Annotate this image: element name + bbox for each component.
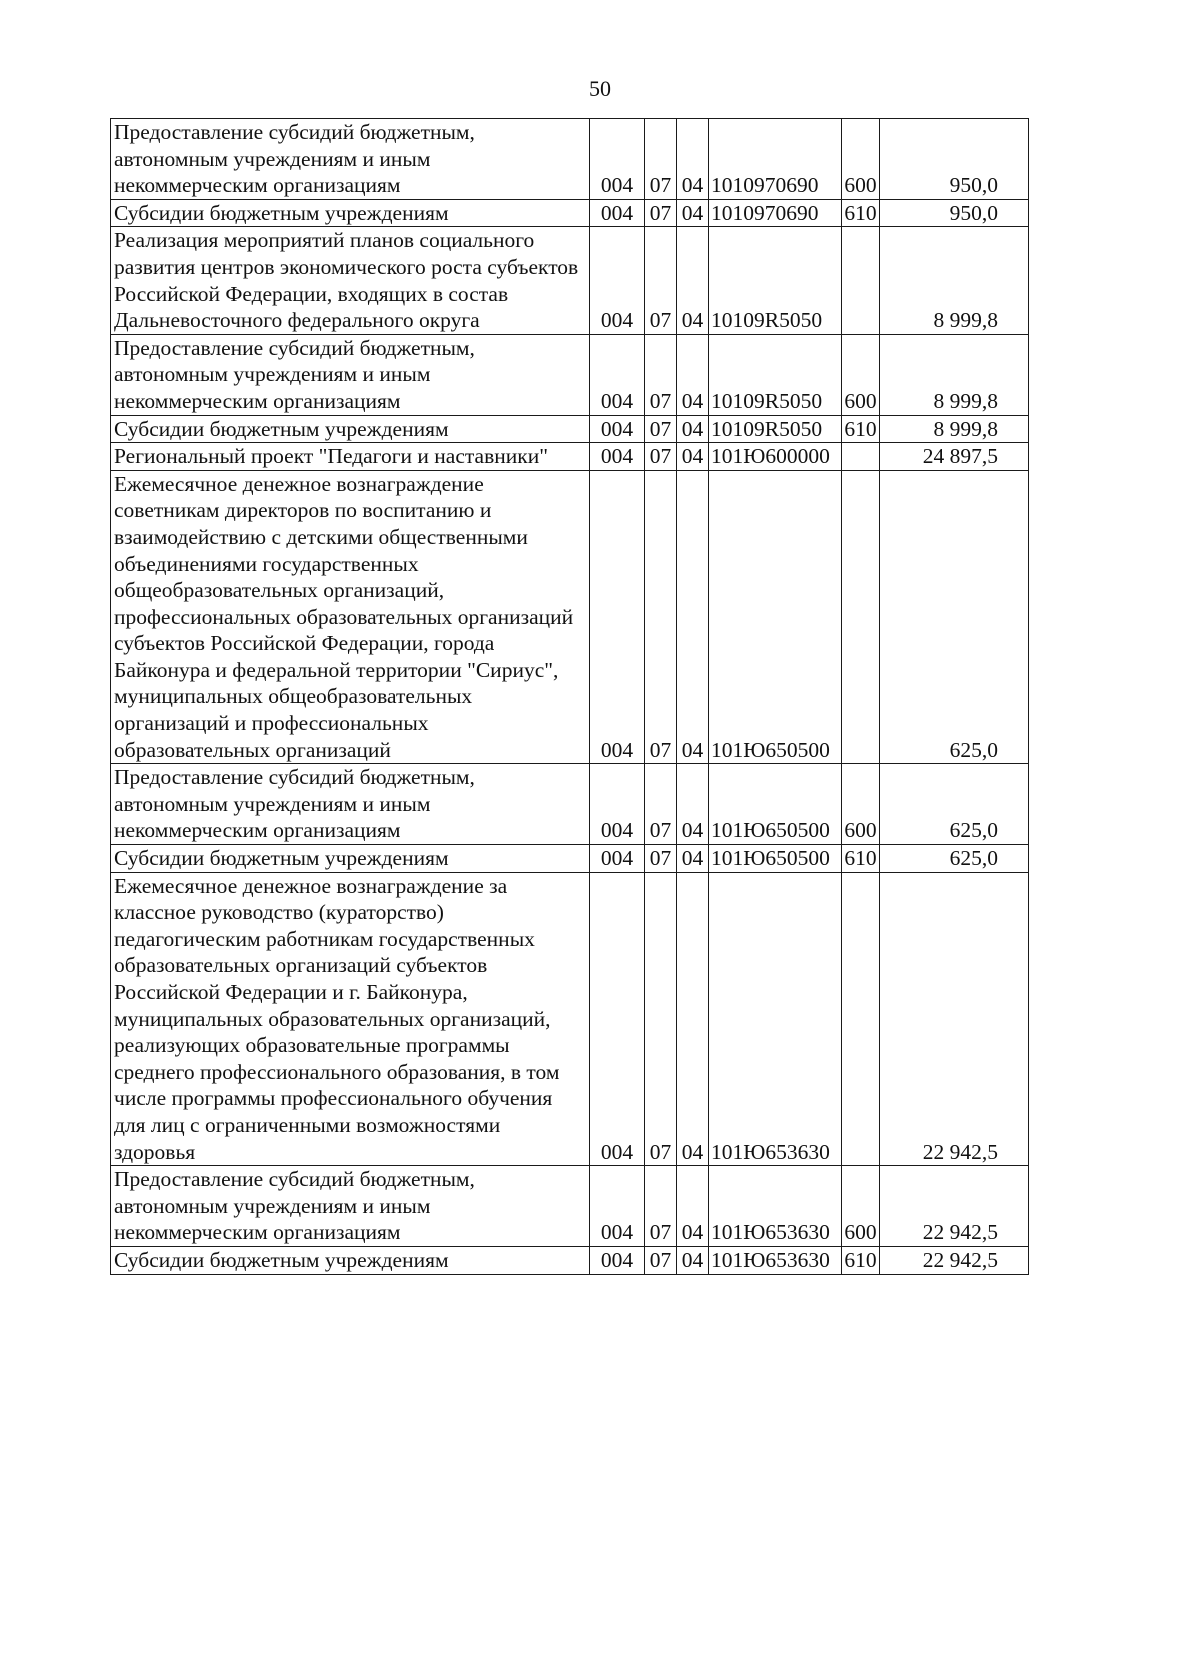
- row-section-code: 07: [645, 415, 677, 443]
- row-name: Ежемесячное денежное вознаграждение советникам директоров по воспитанию и взаимодействию с детскими общественными объединениями государственных общеобразовательных организаций, профессиональных образовательных организаций субъектов Российской Федерации, города Байконура и федеральной территории "Сириус", муниципальных общеобразовательных организаций и профессиональных образовательных организаций: [111, 470, 590, 764]
- row-target-code: 101Ю653630: [709, 872, 842, 1166]
- row-subsection-code: 04: [677, 119, 709, 200]
- row-grbs-code: 004: [590, 845, 645, 873]
- row-subsection-code: 04: [677, 415, 709, 443]
- row-subsection-code: 04: [677, 334, 709, 415]
- row-subsection-code: 04: [677, 227, 709, 334]
- row-expense-type-code: 600: [842, 119, 880, 200]
- row-section-code: 07: [645, 470, 677, 764]
- row-subsection-code: 04: [677, 443, 709, 471]
- row-grbs-code: 004: [590, 764, 645, 845]
- row-target-code: 1010970690: [709, 119, 842, 200]
- table-row: [111, 334, 1029, 415]
- row-subsection-code: 04: [677, 470, 709, 764]
- table-row: [111, 415, 1029, 443]
- row-subsection-code: 04: [677, 845, 709, 873]
- row-section-code: 07: [645, 334, 677, 415]
- row-amount: 22 942,5: [880, 1246, 1029, 1274]
- row-expense-type-code: [842, 227, 880, 334]
- row-expense-type-code: 600: [842, 334, 880, 415]
- row-grbs-code: 004: [590, 470, 645, 764]
- row-name: Предоставление субсидий бюджетным, автономным учреждениям и иным некоммерческим организациям: [111, 1166, 590, 1247]
- row-amount: 22 942,5: [880, 872, 1029, 1166]
- row-amount: 625,0: [880, 470, 1029, 764]
- row-name: Субсидии бюджетным учреждениям: [111, 199, 590, 227]
- row-target-code: 10109R5050: [709, 227, 842, 334]
- row-expense-type-code: 610: [842, 845, 880, 873]
- row-section-code: 07: [645, 1246, 677, 1274]
- row-target-code: 1010970690: [709, 199, 842, 227]
- row-expense-type-code: [842, 443, 880, 471]
- row-subsection-code: 04: [677, 199, 709, 227]
- table-row: [111, 1246, 1029, 1274]
- row-section-code: 07: [645, 199, 677, 227]
- row-name: Предоставление субсидий бюджетным, автономным учреждениям и иным некоммерческим организациям: [111, 119, 590, 200]
- row-name: Субсидии бюджетным учреждениям: [111, 1246, 590, 1274]
- row-name: Реализация мероприятий планов социального развития центров экономического роста субъектов Российской Федерации, входящих в состав Дальневосточного федерального округа: [111, 227, 590, 334]
- row-expense-type-code: 610: [842, 415, 880, 443]
- row-expense-type-code: [842, 470, 880, 764]
- row-amount: 950,0: [880, 199, 1029, 227]
- row-expense-type-code: [842, 872, 880, 1166]
- row-amount: 625,0: [880, 764, 1029, 845]
- row-subsection-code: 04: [677, 872, 709, 1166]
- row-grbs-code: 004: [590, 1246, 645, 1274]
- row-target-code: 101Ю653630: [709, 1166, 842, 1247]
- row-target-code: 101Ю653630: [709, 1246, 842, 1274]
- row-name: Региональный проект "Педагоги и наставники": [111, 443, 590, 471]
- row-amount: 8 999,8: [880, 227, 1029, 334]
- table-row: [111, 1166, 1029, 1247]
- row-amount: 950,0: [880, 119, 1029, 200]
- row-grbs-code: 004: [590, 443, 645, 471]
- row-target-code: 101Ю650500: [709, 845, 842, 873]
- row-target-code: 10109R5050: [709, 334, 842, 415]
- row-section-code: 07: [645, 443, 677, 471]
- row-target-code: 101Ю650500: [709, 470, 842, 764]
- row-section-code: 07: [645, 764, 677, 845]
- row-name: Субсидии бюджетным учреждениям: [111, 845, 590, 873]
- table-row: [111, 872, 1029, 1166]
- table-row: [111, 764, 1029, 845]
- row-grbs-code: 004: [590, 1166, 645, 1247]
- row-name: Предоставление субсидий бюджетным, автономным учреждениям и иным некоммерческим организациям: [111, 334, 590, 415]
- row-amount: 24 897,5: [880, 443, 1029, 471]
- row-section-code: 07: [645, 845, 677, 873]
- table-row: [111, 470, 1029, 764]
- row-grbs-code: 004: [590, 199, 645, 227]
- row-expense-type-code: 600: [842, 1166, 880, 1247]
- row-amount: 8 999,8: [880, 334, 1029, 415]
- row-amount: 8 999,8: [880, 415, 1029, 443]
- row-amount: 22 942,5: [880, 1166, 1029, 1247]
- row-subsection-code: 04: [677, 764, 709, 845]
- table-row: [111, 119, 1029, 200]
- row-section-code: 07: [645, 227, 677, 334]
- row-section-code: 07: [645, 119, 677, 200]
- row-grbs-code: 004: [590, 872, 645, 1166]
- row-name: Субсидии бюджетным учреждениям: [111, 415, 590, 443]
- row-grbs-code: 004: [590, 119, 645, 200]
- table-row: [111, 443, 1029, 471]
- row-subsection-code: 04: [677, 1166, 709, 1247]
- row-amount: 625,0: [880, 845, 1029, 873]
- table-row: [111, 199, 1029, 227]
- row-target-code: 101Ю650500: [709, 764, 842, 845]
- table-row: [111, 845, 1029, 873]
- row-section-code: 07: [645, 1166, 677, 1247]
- row-grbs-code: 004: [590, 415, 645, 443]
- row-target-code: 10109R5050: [709, 415, 842, 443]
- page-number: 50: [589, 76, 611, 101]
- row-name: Предоставление субсидий бюджетным, автономным учреждениям и иным некоммерческим организациям: [111, 764, 590, 845]
- row-expense-type-code: 600: [842, 764, 880, 845]
- row-section-code: 07: [645, 872, 677, 1166]
- budget-table: [110, 118, 1029, 1275]
- row-subsection-code: 04: [677, 1246, 709, 1274]
- row-target-code: 101Ю600000: [709, 443, 842, 471]
- row-expense-type-code: 610: [842, 1246, 880, 1274]
- row-grbs-code: 004: [590, 334, 645, 415]
- row-name: Ежемесячное денежное вознаграждение за классное руководство (кураторство) педагогическим работникам государственных образовательных организаций субъектов Российской Федерации и г. Байконура, муниципальных образовательных организаций, реализующих образовательные программы среднего профессионального образования, в том числе программы профессионального обучения для лиц с ограниченными возможностями здоровья: [111, 872, 590, 1166]
- table-row: [111, 227, 1029, 334]
- row-grbs-code: 004: [590, 227, 645, 334]
- row-expense-type-code: 610: [842, 199, 880, 227]
